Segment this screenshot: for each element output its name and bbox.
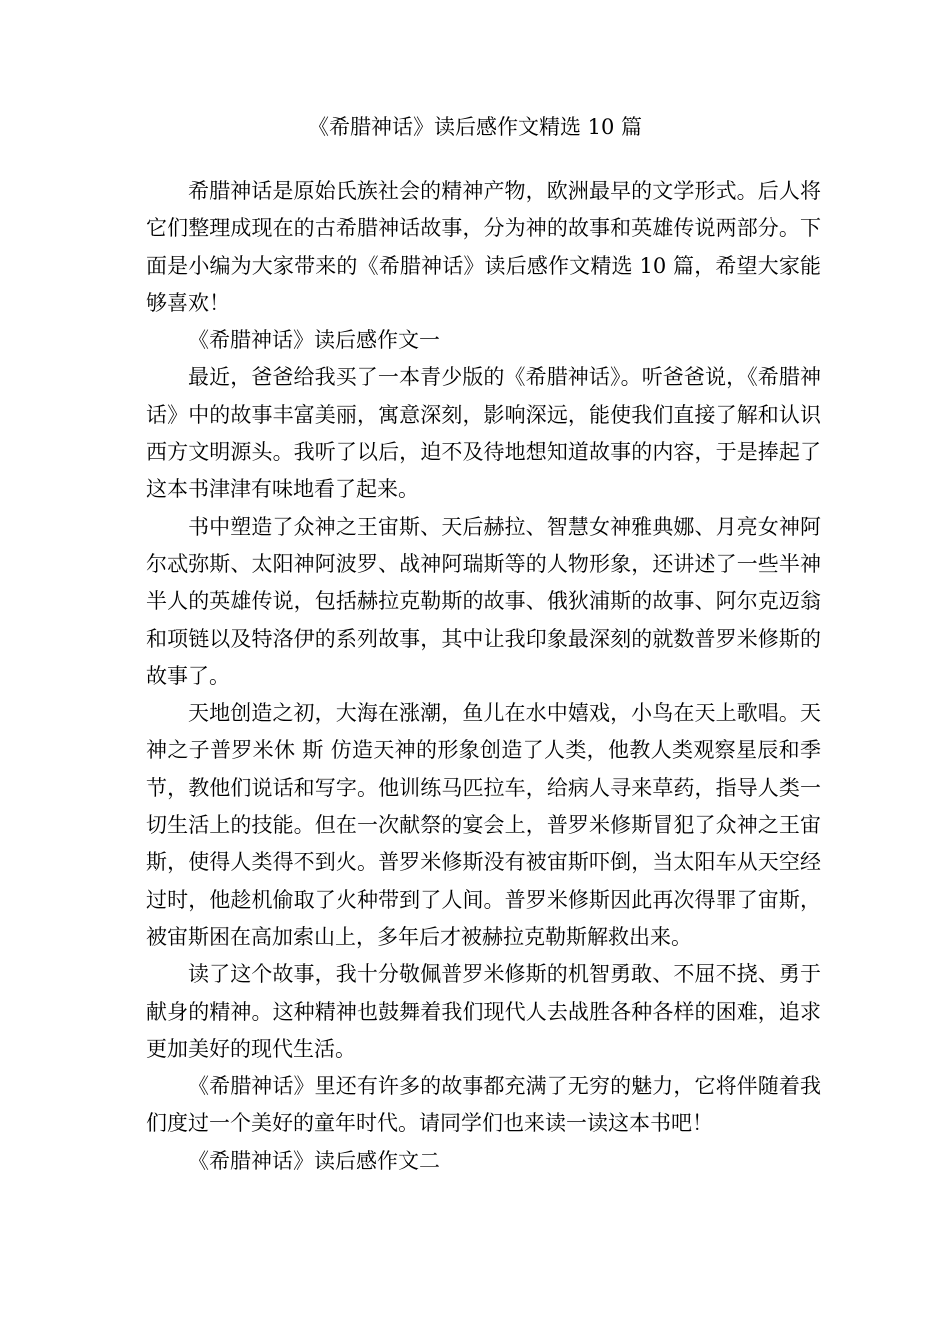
body-paragraph: 天地创造之初，大海在涨潮，鱼儿在水中嬉戏，小鸟在天上歌唱。天神之子普罗米休 斯 仿造天神的形象创造了人类，他教人类观察星辰和季节，教他们说话和写字。他训练马匹拉车，给病人寻来草药，指导人类一切生活上的技能。但在一次献祭的宴会上，普罗米修斯冒犯了众神之王宙斯，使得人类得不到火。普罗米修斯没有被宙斯吓倒，当太阳车从天空经过时，他趁机偷取了火种带到了人间。普罗米修斯因此再次得罪了宙斯，被宙斯困在高加索山上，多年后才被赫拉克勒斯解救出来。 — [146, 701, 821, 949]
body-paragraph: 《希腊神话》里还有许多的故事都充满了无穷的魅力，它将伴随着我们度过一个美好的童年时代。请同学们也来读一读这本书吧！ — [146, 1074, 821, 1136]
body-paragraph: 书中塑造了众神之王宙斯、天后赫拉、智慧女神雅典娜、月亮女神阿尔忒弥斯、太阳神阿波罗、战神阿瑞斯等的人物形象，还讲述了一些半神半人的英雄传说，包括赫拉克勒斯的故事、俄狄浦斯的故事、阿尔克迈翁和项链以及特洛伊的系列故事，其中让我印象最深刻的就数普罗米修斯的故事了。 — [146, 514, 821, 688]
document-title: 《希腊神话》读后感作文精选 10 篇 — [307, 115, 643, 139]
section-heading-1: 《希腊神话》读后感作文一 — [188, 328, 440, 353]
document-body — [146, 173, 821, 1180]
section-heading-2: 《希腊神话》读后感作文二 — [188, 1148, 440, 1173]
body-paragraph: 最近，爸爸给我买了一本青少版的《希腊神话》。听爸爸说，《希腊神话》中的故事丰富美丽，寓意深刻，影响深远，能使我们直接了解和认识西方文明源头。我听了以后，迫不及待地想知道故事的内容，于是捧起了这本书津津有味地看了起来。 — [146, 365, 821, 502]
intro-paragraph: 希腊神话是原始氏族社会的精神产物，欧洲最早的文学形式。后人将它们整理成现在的古希腊神话故事，分为神的故事和英雄传说两部分。下面是小编为大家带来的《希腊神话》读后感作文精选 10 篇，希望大家能够喜欢！ — [146, 179, 821, 315]
body-paragraph: 读了这个故事，我十分敬佩普罗米修斯的机智勇敢、不屈不挠、勇于献身的精神。这种精神也鼓舞着我们现代人去战胜各种各样的困难，追求更加美好的现代生活。 — [146, 962, 821, 1061]
